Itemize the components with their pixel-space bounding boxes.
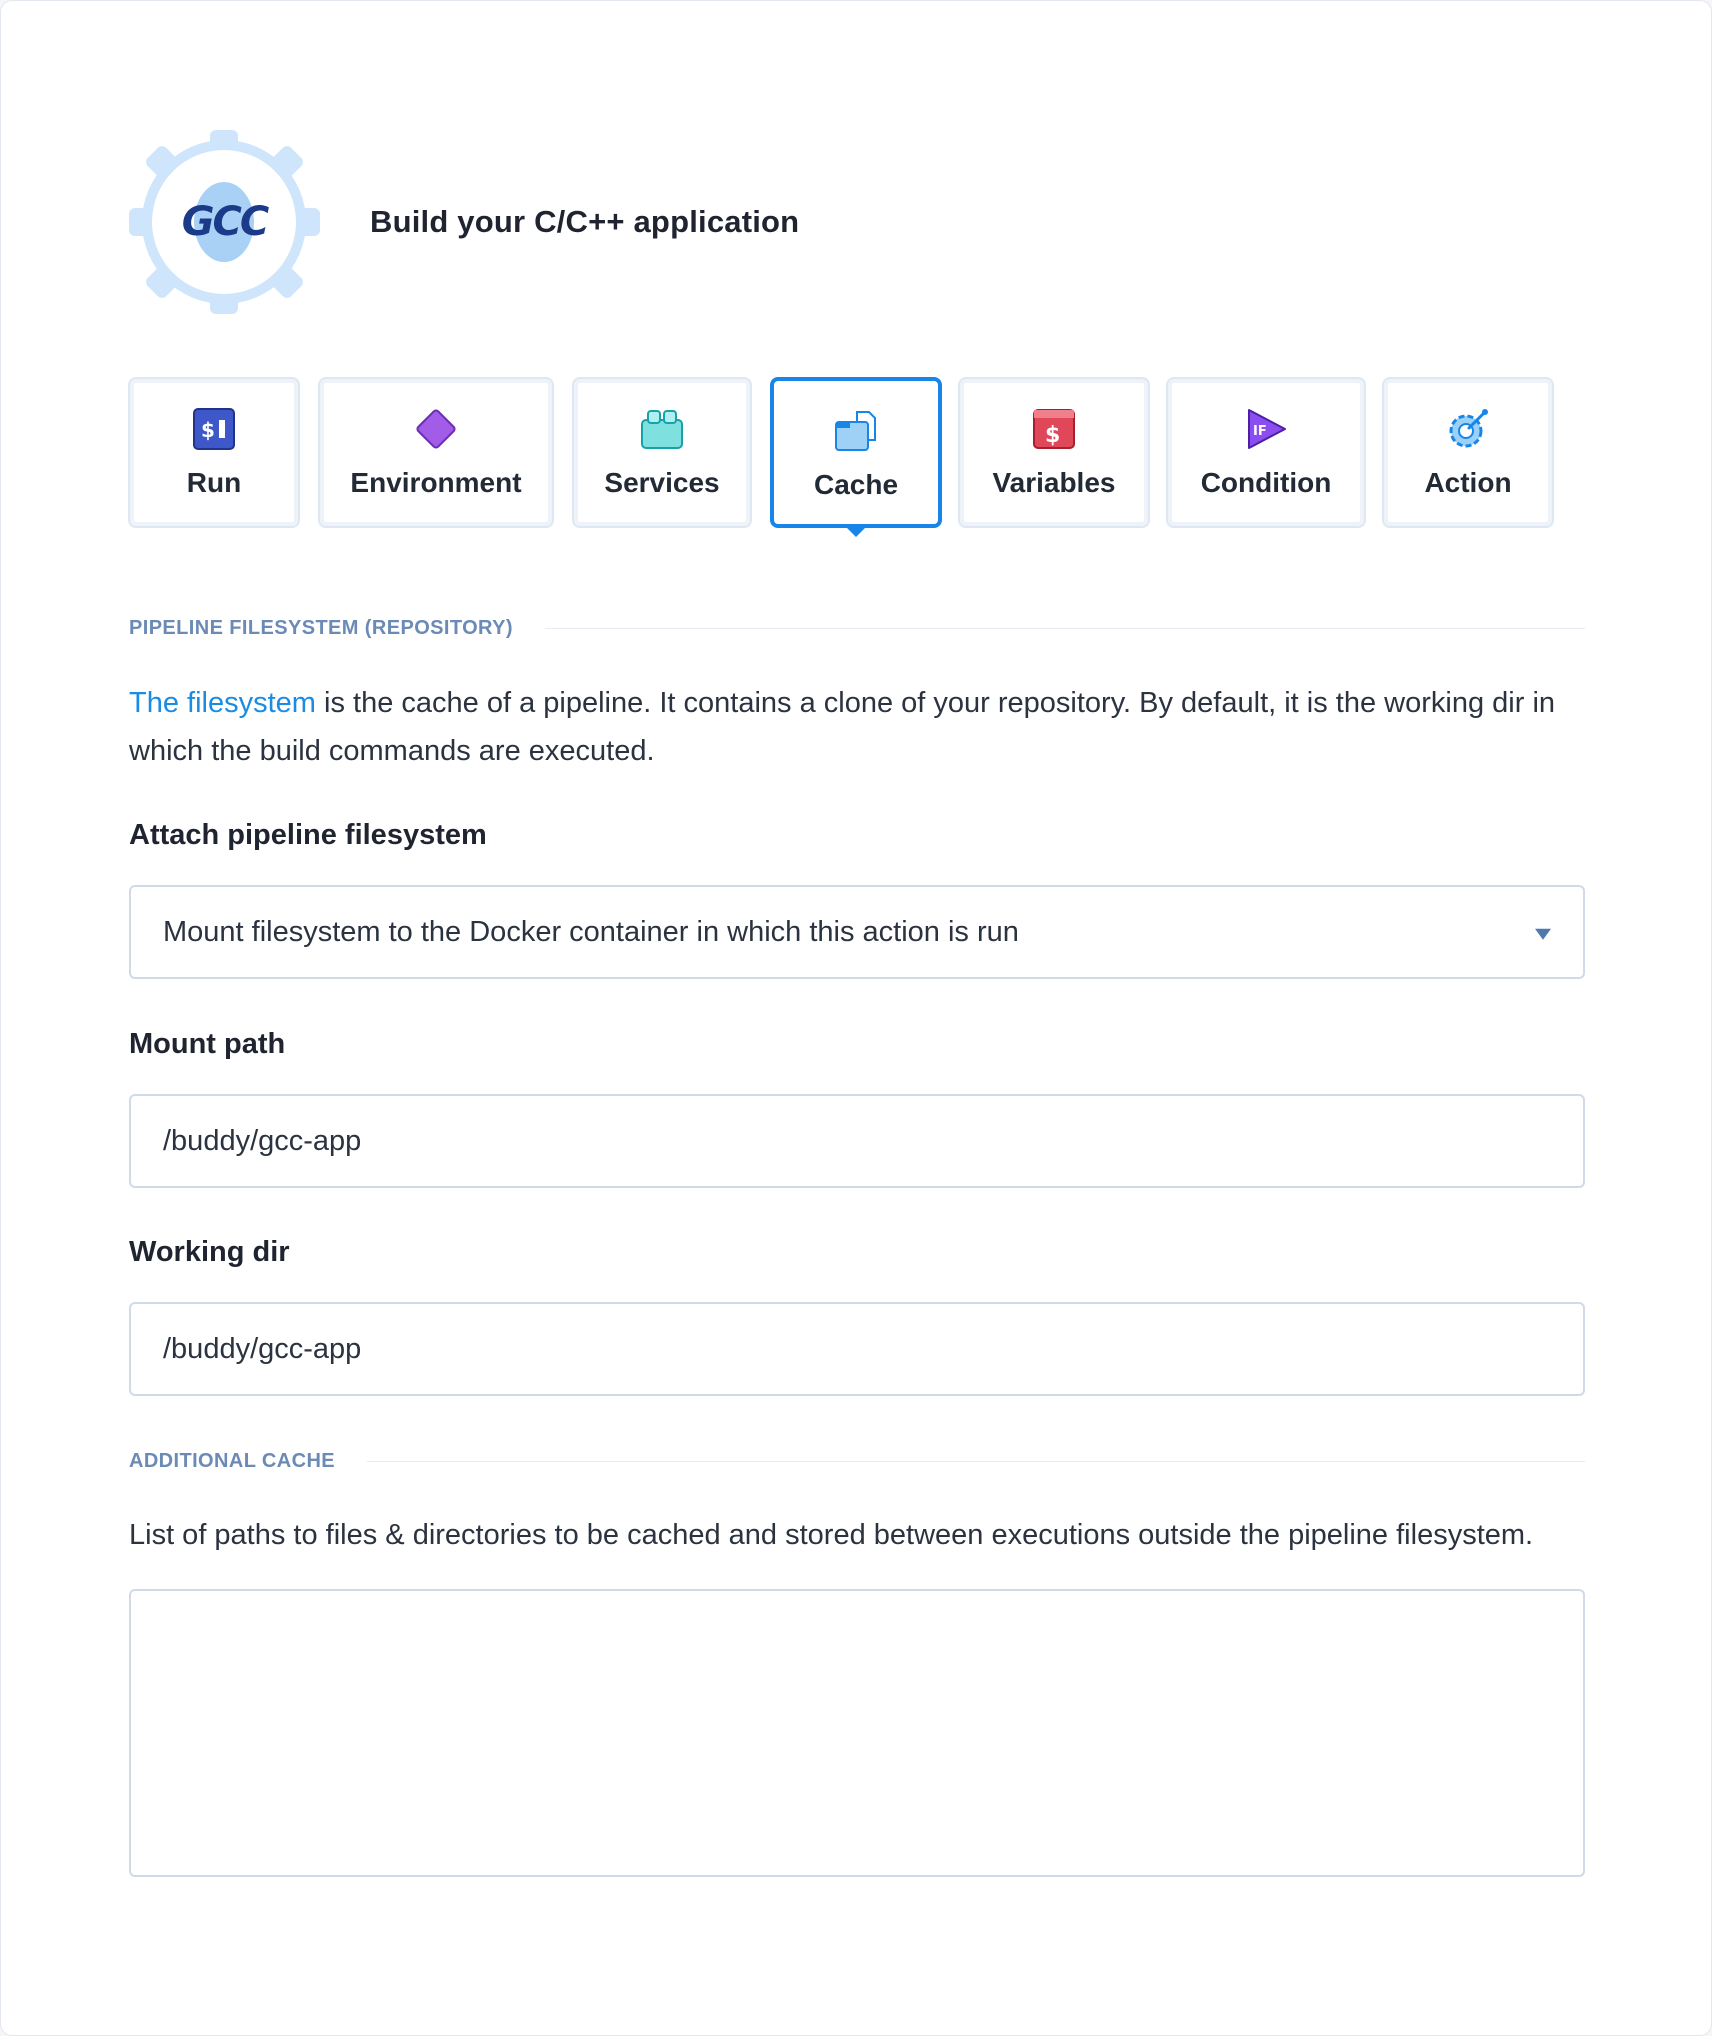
additional-cache-description: List of paths to files & directories to be cached and stored between executions outside the pipeline filesystem. [129, 1519, 1534, 1551]
tab-services[interactable] [572, 377, 752, 528]
mount-path-value: /buddy/gcc-app [163, 1124, 362, 1157]
filesystem-description-text: is the cache of a pipeline. It contains a clone of your repository. By default, it is the working dir in which the build commands are executed. [129, 687, 1556, 767]
page-title: Build your C/C++ application [370, 204, 800, 239]
tab-run[interactable] [128, 377, 300, 528]
gcc-logo [127, 127, 322, 317]
tab-variables[interactable] [958, 377, 1150, 528]
cache-paths-textarea[interactable] [129, 1589, 1585, 1877]
svg-text:IF: IF [1253, 424, 1267, 439]
tab-environment[interactable] [318, 377, 554, 528]
mount-path-input[interactable] [129, 1094, 1585, 1188]
tab-label: Variables [992, 467, 1116, 498]
if-play-icon [1242, 405, 1290, 453]
tab-action[interactable] [1382, 377, 1554, 528]
section-heading-additional-cache [129, 1450, 1585, 1473]
working-dir-input[interactable] [129, 1302, 1585, 1396]
tab-label: Run [186, 467, 242, 498]
section-heading-text: PIPELINE FILESYSTEM (REPOSITORY) [129, 617, 513, 639]
attach-filesystem-label: Attach pipeline filesystem [129, 819, 487, 851]
svg-text:$: $ [201, 418, 215, 442]
dollar-icon [1030, 405, 1078, 453]
section-heading-filesystem [129, 617, 1585, 640]
svg-text:$: $ [1045, 423, 1061, 448]
attach-filesystem-value: Mount filesystem to the Docker container in which this action is run [163, 915, 1019, 948]
action-header [127, 127, 799, 317]
tab-label: Cache [813, 469, 899, 500]
tab-cache[interactable] [770, 377, 942, 528]
divider [545, 628, 1585, 629]
working-dir-value: /buddy/gcc-app [163, 1332, 362, 1365]
tab-label: Action [1424, 467, 1512, 498]
filesystem-docs-link[interactable]: The filesystem [129, 687, 316, 719]
cache-files-icon [832, 407, 880, 455]
diamond-icon [412, 405, 460, 453]
divider [367, 1461, 1585, 1462]
tab-label: Environment [350, 467, 522, 498]
gear-action-icon [1444, 405, 1492, 453]
tab-label: Condition [1200, 467, 1332, 498]
filesystem-description [129, 679, 1589, 775]
terminal-dollar-icon [190, 405, 238, 453]
attach-filesystem-select[interactable] [129, 885, 1585, 979]
mount-path-label: Mount path [129, 1028, 286, 1060]
tab-label: Services [604, 467, 720, 498]
chevron-down-icon [1535, 929, 1551, 940]
gcc-logo-text: GCC [181, 199, 268, 245]
working-dir-label: Working dir [129, 1236, 290, 1268]
tab-condition[interactable] [1166, 377, 1366, 528]
database-blocks-icon [638, 405, 686, 453]
section-heading-text: ADDITIONAL CACHE [129, 1450, 336, 1472]
